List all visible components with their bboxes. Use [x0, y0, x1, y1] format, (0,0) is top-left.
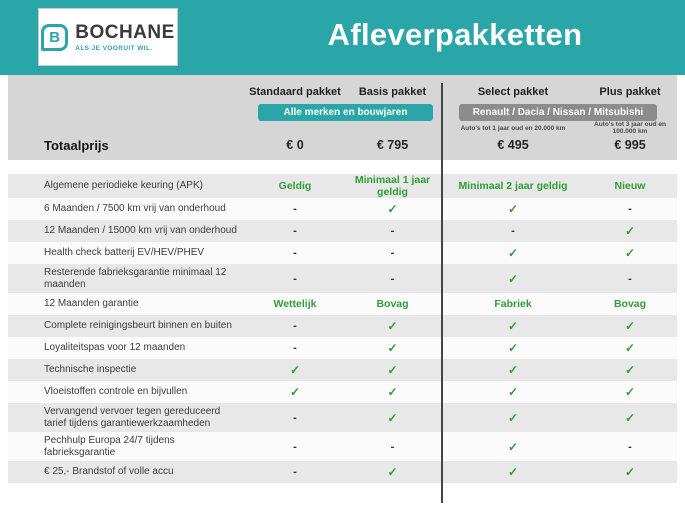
dash-mark: -: [390, 272, 395, 285]
price-plus: € 995: [614, 138, 646, 152]
brand-tagline: ALS JE VOORUIT WIL.: [75, 44, 153, 52]
check-icon: ✓: [507, 246, 519, 260]
dash-mark: -: [293, 320, 297, 332]
dash-mark: -: [293, 247, 297, 259]
feature-label: Complete reinigingsbeurt binnen en buiten: [44, 320, 232, 332]
check-icon: ✓: [507, 271, 519, 286]
feature-label: Technische inspectie: [44, 364, 137, 376]
dash-mark: -: [293, 225, 297, 237]
subnotes-row: [8, 121, 677, 133]
check-icon: ✓: [507, 341, 519, 355]
check-icon: ✓: [387, 410, 398, 425]
table-header: [8, 75, 677, 160]
dash-mark: -: [628, 272, 632, 285]
check-icon: ✓: [624, 246, 636, 260]
dash-mark: -: [293, 411, 297, 424]
packages-table: [8, 75, 677, 483]
dash-mark: -: [293, 466, 297, 478]
header-banner: [0, 0, 685, 75]
price-basis: € 795: [376, 138, 409, 152]
subnote-plus: Auto's tot 3 jaar oud en 100.000 km: [594, 121, 666, 135]
table-row: [8, 337, 677, 359]
check-icon: ✓: [624, 385, 636, 399]
table-row: [8, 461, 677, 483]
dash-mark: -: [390, 247, 395, 259]
check-icon: ✓: [387, 385, 398, 399]
check-icon: ✓: [387, 363, 398, 377]
table-row: [8, 242, 677, 264]
check-icon: ✓: [624, 341, 636, 355]
table-row: [8, 293, 677, 315]
check-icon: ✓: [507, 202, 519, 216]
feature-value: Wettelijk: [273, 298, 317, 310]
brand-name: BOCHANE: [75, 21, 175, 43]
feature-value: Nieuw: [614, 180, 646, 192]
group-badge-all-brands: Alle merken en bouwjaren: [258, 104, 433, 121]
feature-value: Minimaal 2 jaar geldig: [458, 180, 568, 192]
table-row: [8, 264, 677, 293]
feature-label: Vervangend vervoer tegen gereduceerd tarief tijdens garantiewerkzaamheden: [44, 406, 221, 429]
check-icon: ✓: [624, 363, 636, 377]
dash-mark: -: [628, 440, 632, 453]
check-icon: ✓: [289, 363, 301, 377]
column-names-row: [8, 84, 677, 100]
feature-label: Loyaliteitspas voor 12 maanden: [44, 342, 186, 354]
total-price-label: Totaalprijs: [44, 137, 109, 153]
subnote-select: Auto's tot 1 jaar oud en 20.000 km: [460, 124, 566, 132]
group-badges-row: [8, 103, 677, 121]
dash-mark: -: [628, 203, 632, 215]
check-icon: ✓: [624, 465, 636, 479]
dash-mark: -: [293, 342, 297, 354]
price-select: € 495: [497, 138, 529, 152]
feature-value: Minimaal 1 jaar geldig: [354, 174, 431, 198]
table-row: [8, 381, 677, 403]
page-title: Afleverpakketten: [327, 17, 583, 52]
logo-letter: B: [49, 28, 61, 46]
column-group-divider: [441, 83, 443, 503]
dash-mark: -: [390, 440, 395, 453]
feature-label: Algemene periodieke keuring (APK): [44, 180, 203, 192]
dash-mark: -: [390, 225, 395, 237]
header-body-gap: [8, 160, 677, 174]
check-icon: ✓: [507, 439, 519, 454]
column-header-basis: Basis pakket: [358, 86, 427, 98]
feature-label: Health check batterij EV/HEV/PHEV: [44, 247, 205, 259]
feature-label: Resterende fabrieksgarantie minimaal 12 maanden: [44, 267, 227, 290]
feature-label: 6 Maanden / 7500 km vrij van onderhoud: [44, 203, 226, 215]
check-icon: ✓: [507, 465, 519, 479]
feature-value: Fabriek: [494, 298, 532, 310]
dash-mark: -: [511, 225, 515, 237]
table-row: [8, 315, 677, 337]
check-icon: ✓: [387, 341, 398, 355]
check-icon: ✓: [387, 319, 398, 333]
check-icon: ✓: [624, 410, 636, 425]
feature-value: Bovag: [376, 298, 409, 310]
dash-mark: -: [293, 440, 297, 453]
column-header-standaard: Standaard pakket: [249, 86, 341, 98]
feature-label: € 25,- Brandstof of volle accu: [44, 466, 174, 478]
check-icon: ✓: [387, 465, 398, 479]
dash-mark: -: [293, 203, 297, 215]
check-icon: ✓: [507, 319, 519, 333]
dash-mark: -: [293, 272, 297, 285]
feature-label: 12 Maanden / 15000 km vrij van onderhoud: [44, 225, 237, 237]
feature-value: Geldig: [278, 180, 312, 192]
table-row: [8, 220, 677, 242]
column-header-plus: Plus pakket: [599, 86, 661, 98]
check-icon: ✓: [624, 224, 636, 238]
column-header-select: Select pakket: [477, 86, 549, 98]
feature-rows: [8, 174, 677, 483]
total-price-row: [8, 133, 677, 157]
check-icon: ✓: [289, 385, 301, 399]
feature-value: Bovag: [613, 298, 647, 310]
feature-label: Pechhulp Europa 24/7 tijdens fabrieksgarantie: [44, 435, 175, 458]
check-icon: ✓: [507, 385, 519, 399]
check-icon: ✓: [387, 202, 398, 216]
check-icon: ✓: [507, 410, 519, 425]
feature-label: Vloeistoffen controle en bijvullen: [44, 386, 188, 398]
price-standaard: € 0: [286, 138, 304, 152]
check-icon: ✓: [624, 319, 636, 333]
table-row: [8, 403, 677, 432]
table-row: [8, 432, 677, 461]
group-badge-brands: Renault / Dacia / Nissan / Mitsubishi: [459, 104, 657, 121]
feature-label: 12 Maanden garantie: [44, 298, 139, 310]
check-icon: ✓: [507, 363, 519, 377]
table-row: [8, 198, 677, 220]
table-row: [8, 174, 677, 198]
table-row: [8, 359, 677, 381]
